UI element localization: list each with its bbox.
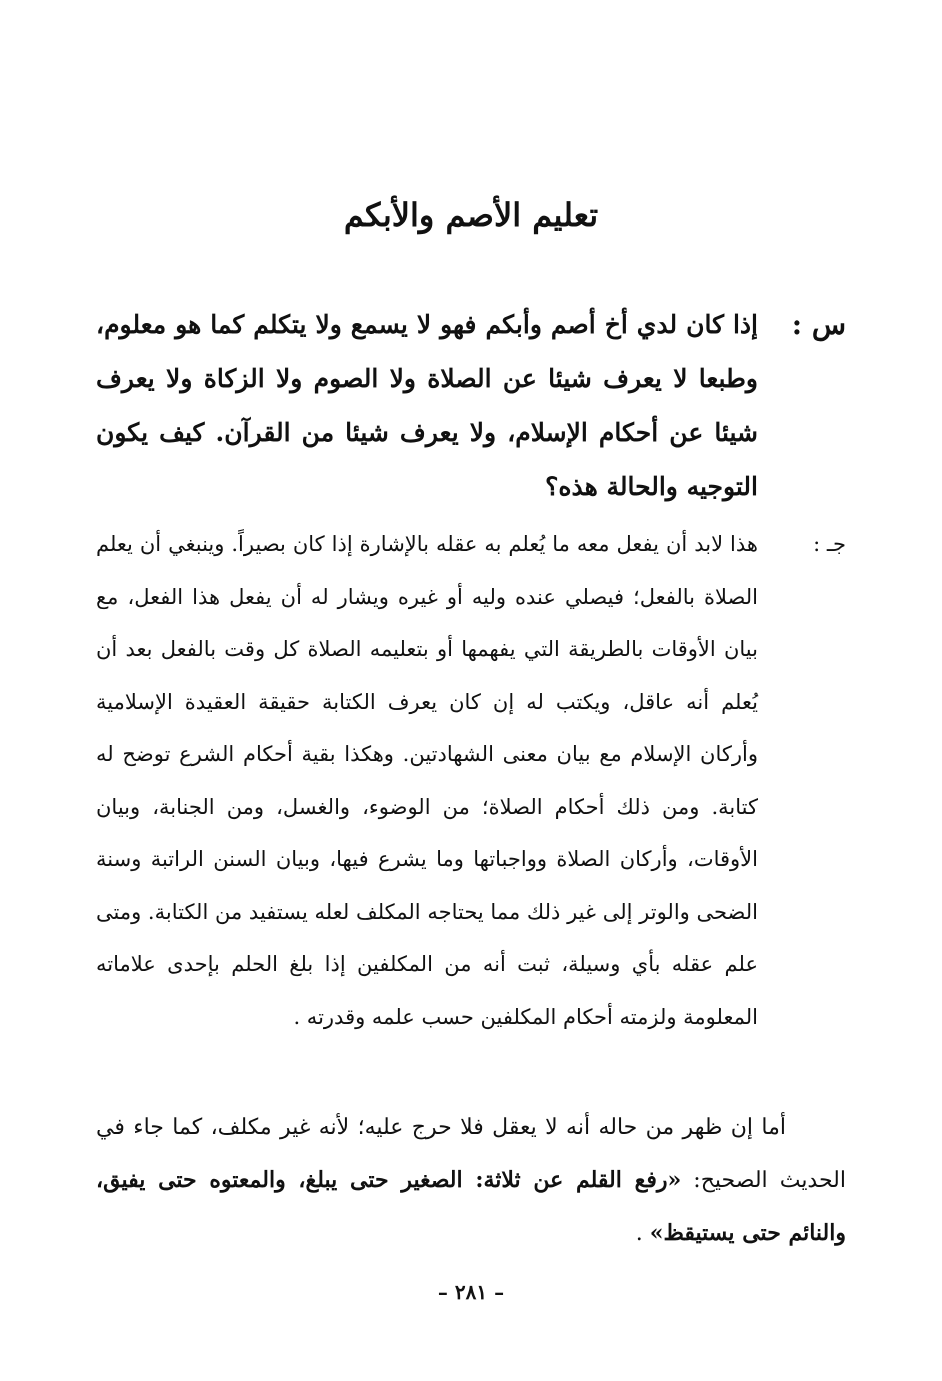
closing-text (96, 1102, 846, 1260)
page-title: تعليم الأصم والأبكم (343, 196, 599, 234)
closing-intro: أما إن ظهر من حاله أنه لا يعقل فلا حرج عليه؛ لأنه غير مكلف، كما جاء في الحديث الصحيح: (96, 1115, 847, 1193)
closing-end: . (635, 1221, 650, 1246)
question-block (96, 298, 846, 514)
page-number: – ٢٨١ – (437, 1280, 505, 1304)
hadith-quote: «رفع القلم عن ثلاثة: الصغير حتى يبلغ، والمعتوه حتى يفيق، والنائم حتى يستيقظ» (96, 1167, 846, 1246)
closing-paragraph (96, 1102, 846, 1260)
answer-marker: جـ : (813, 532, 846, 556)
answer-text: هذا لابد أن يفعل معه ما يُعلم به عقله بالإشارة إذا كان بصيراً. وينبغي أن يعلم الصلاة بالفعل؛ فيصلي عنده وليه أو غيره ويشار له أن يفعل هذا الفعل، مع بيان الأوقات بالطريقة التي يفهمها أو بتعليمه الصلاة كل وقت بالفعل بعد أن يُعلم أنه عاقل، ويكتب له إن كان يعرف الكتابة حقيقة العقيدة الإسلامية وأركان الإسلام مع بيان معنى الشهادتين. وهكذا بقية أحكام الشرع توضح له كتابة. ومن ذلك أحكام الصلاة؛ من الوضوء، والغسل، ومن الجنابة، وبيان الأوقات، وأركان الصلاة وواجباتها وما يشرع فيها، وبيان السنن الراتبة وسنة الضحى والوتر إلى غير ذلك مما يحتاجه المكلف لعله يستفيد من الكتابة. ومتى علم عقله بأي وسيلة، ثبت أنه من المكلفين إذا بلغ الحلم بإحدى علاماته المعلومة ولزمته أحكام المكلفين حسب علمه وقدرته . (96, 532, 758, 1029)
question-text: إذا كان لدي أخ أصم وأبكم فهو لا يسمع ولا يتكلم كما هو معلوم، وطبعا لا يعرف شيئا عن الصلاة ولا الصوم ولا الزكاة ولا يعرف شيئا عن أحكام الإسلام، ولا يعرف شيئا من القرآن. كيف يكون التوجيه والحالة هذه؟ (96, 310, 758, 501)
answer-block (96, 518, 846, 1043)
question-marker: س : (791, 308, 846, 341)
